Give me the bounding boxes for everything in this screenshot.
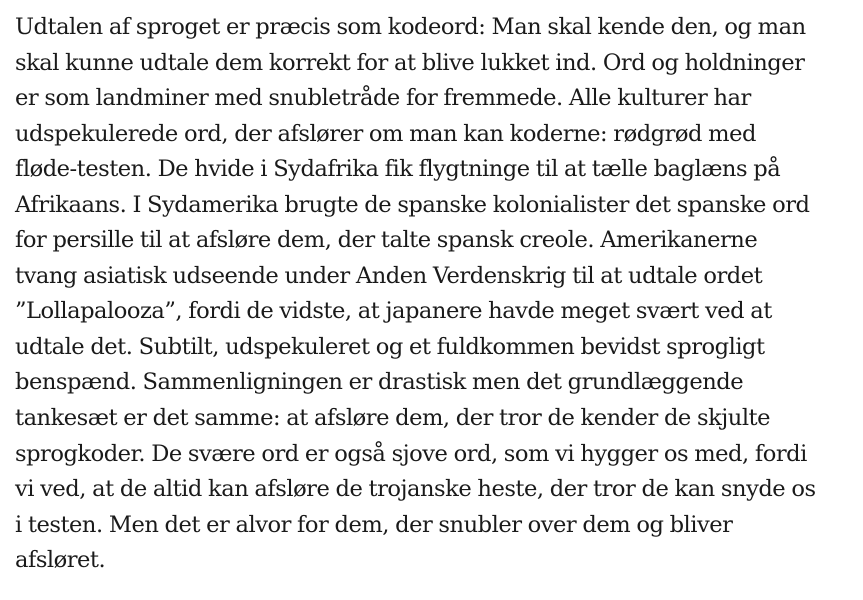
text-line: benspænd. Sammenligningen er drastisk men det grundlæggende [15, 369, 744, 396]
text-line: ”Lollapalooza”, fordi de vidste, at japanere havde meget svært ved at [15, 298, 772, 325]
text-line: tankesæt er det samme: at afsløre dem, der tror de kender de skjulte [15, 405, 771, 432]
text-line: afsløret. [15, 547, 106, 574]
text-line: udtale det. Subtilt, udspekuleret og et fuldkommen bevidst sprogligt [15, 333, 765, 360]
article-body [15, 10, 860, 579]
text-line: Afrikaans. I Sydamerika brugte de spanske kolonialister det spanske ord [15, 191, 810, 218]
text-line: vi ved, at de altid kan afsløre de trojanske heste, der tror de kan snyde os [15, 476, 816, 503]
text-line: Udtalen af sproget er præcis som kodeord: Man skal kende den, og man [15, 14, 806, 40]
text-line: er som landminer med snubletråde for fremmede. Alle kulturer har [15, 85, 751, 112]
text-line: i testen. Men det er alvor for dem, der snubler over dem og bliver [15, 511, 733, 538]
text-line: fløde-testen. De hvide i Sydafrika fik flygtninge til at tælle baglæns på [15, 156, 781, 183]
text-line: udspekulerede ord, der afslører om man kan koderne: rødgrød med [15, 120, 756, 147]
text-line: sprogkoder. De svære ord er også sjove ord, som vi hygger os med, fordi [15, 440, 807, 467]
text-line: skal kunne udtale dem korrekt for at blive lukket ind. Ord og holdninger [15, 49, 805, 76]
text-line: tvang asiatisk udseende under Anden Verdenskrig til at udtale ordet [15, 262, 763, 289]
text-line: for persille til at afsløre dem, der talte spansk creole. Amerikanerne [15, 227, 758, 254]
